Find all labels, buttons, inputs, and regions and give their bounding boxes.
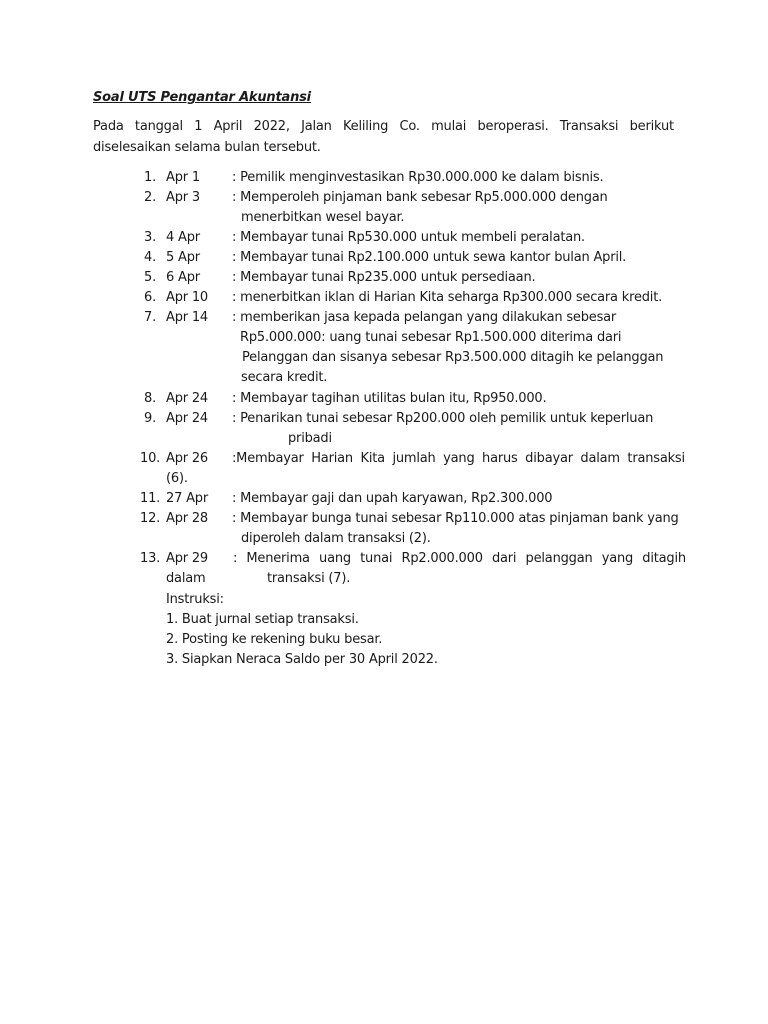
transaction-13-word: Menerima xyxy=(246,551,310,566)
transaction-number-5: 5. xyxy=(144,270,157,285)
transaction-number-9: 9. xyxy=(144,411,157,426)
transaction-text-7: : memberikan jasa kepada pelangan yang dilakukan sebesar xyxy=(232,310,617,325)
intro-word: Transaksi xyxy=(559,119,619,134)
intro-word: beroperasi. xyxy=(477,119,549,134)
intro-word: 2022, xyxy=(253,119,290,134)
transaction-13-word: uang xyxy=(319,551,351,566)
transaction-number-2: 2. xyxy=(144,190,157,205)
transaction-date-10: Apr 26 xyxy=(166,451,208,466)
transaction-continuation-13-b: transaksi (7). xyxy=(267,571,351,586)
transaction-number-11: 11. xyxy=(140,491,161,506)
transaction-13-word: yang xyxy=(601,551,634,566)
transaction-text-9: : Penarikan tunai sebesar Rp200.000 oleh pemilik untuk keperluan xyxy=(232,411,654,426)
transaction-10-word: Kita xyxy=(360,451,385,466)
intro-word: Keliling xyxy=(342,119,389,134)
transaction-date-6: Apr 10 xyxy=(166,290,208,305)
transaction-10-word: transaksi xyxy=(627,451,685,466)
transaction-continuation-12: diperoleh dalam transaksi (2). xyxy=(241,531,431,546)
transaction-continuation-7-b: Pelanggan dan sisanya sebesar Rp3.500.000 ditagih ke pelanggan xyxy=(242,350,664,365)
intro-word: Jalan xyxy=(301,119,332,134)
transaction-text-4: : Membayar tunai Rp2.100.000 untuk sewa kantor bulan April. xyxy=(232,250,627,265)
transaction-date-8: Apr 24 xyxy=(166,391,208,406)
intro-word: April xyxy=(213,119,243,134)
instruction-item-1: 1. Buat jurnal setiap transaksi. xyxy=(166,612,359,627)
transaction-13-word: ditagih xyxy=(642,551,686,566)
transaction-10-word: harus xyxy=(482,451,518,466)
transaction-continuation-2: menerbitkan wesel bayar. xyxy=(241,210,405,225)
transaction-number-10: 10. xyxy=(140,451,161,466)
intro-word: Pada xyxy=(93,119,124,134)
transaction-10-word: jumlah xyxy=(392,451,436,466)
transaction-number-7: 7. xyxy=(144,310,157,325)
transaction-text-3: : Membayar tunai Rp530.000 untuk membeli peralatan. xyxy=(232,230,585,245)
instruction-item-3: 3. Siapkan Neraca Saldo per 30 April 2022. xyxy=(166,652,438,667)
intro-word: tanggal xyxy=(134,119,183,134)
transaction-13-word: pelanggan xyxy=(525,551,593,566)
transaction-number-13: 13. xyxy=(140,551,161,566)
transaction-13-word: tunai xyxy=(360,551,393,566)
transaction-text-12: : Membayar bunga tunai sebesar Rp110.000 atas pinjaman bank yang xyxy=(232,511,679,526)
transaction-10-word: Harian xyxy=(311,451,353,466)
document-title: Soal UTS Pengantar Akuntansi xyxy=(93,90,311,105)
transaction-10-word: dibayar xyxy=(525,451,573,466)
transaction-10-word: :Membayar xyxy=(232,451,304,466)
transaction-text-11: : Membayar gaji dan upah karyawan, Rp2.300.000 xyxy=(232,491,553,506)
transaction-text-1: : Pemilik menginvestasikan Rp30.000.000 ke dalam bisnis. xyxy=(232,170,604,185)
transaction-number-1: 1. xyxy=(144,170,157,185)
intro-word: berikut xyxy=(629,119,674,134)
transaction-13-word: dari xyxy=(491,551,517,566)
intro-word: 1 xyxy=(194,119,203,134)
transaction-date-1: Apr 1 xyxy=(166,170,200,185)
transaction-number-8: 8. xyxy=(144,391,157,406)
transaction-10-word: yang xyxy=(443,451,475,466)
transaction-13-word: Rp2.000.000 xyxy=(401,551,483,566)
transaction-number-6: 6. xyxy=(144,290,157,305)
transaction-continuation-7-c: secara kredit. xyxy=(241,370,328,385)
transaction-continuation-10: (6). xyxy=(166,471,188,486)
transaction-text-10 xyxy=(232,451,685,467)
transaction-text-2: : Memperoleh pinjaman bank sebesar Rp5.000.000 dengan xyxy=(232,190,608,205)
intro-word: mulai xyxy=(431,119,467,134)
transaction-date-3: 4 Apr xyxy=(166,230,200,245)
intro-word: Co. xyxy=(399,119,420,134)
transaction-13-word: : xyxy=(233,551,238,566)
transaction-date-9: Apr 24 xyxy=(166,411,208,426)
transaction-date-13: Apr 29 xyxy=(166,551,208,566)
instructions-heading: Instruksi: xyxy=(166,592,224,607)
transaction-text-13 xyxy=(233,551,686,567)
transaction-number-3: 3. xyxy=(144,230,157,245)
transaction-date-5: 6 Apr xyxy=(166,270,200,285)
transaction-continuation-13-a: dalam xyxy=(166,571,206,586)
instruction-item-2: 2. Posting ke rekening buku besar. xyxy=(166,632,383,647)
transaction-number-12: 12. xyxy=(140,511,161,526)
transaction-text-5: : Membayar tunai Rp235.000 untuk persediaan. xyxy=(232,270,536,285)
transaction-date-4: 5 Apr xyxy=(166,250,200,265)
transaction-continuation-7-a: Rp5.000.000: uang tunai sebesar Rp1.500.000 diterima dari xyxy=(240,330,622,345)
intro-paragraph-line-1 xyxy=(93,119,674,135)
transaction-date-12: Apr 28 xyxy=(166,511,208,526)
transaction-date-2: Apr 3 xyxy=(166,190,200,205)
transaction-date-11: 27 Apr xyxy=(166,491,208,506)
transaction-text-6: : menerbitkan iklan di Harian Kita seharga Rp300.000 secara kredit. xyxy=(232,290,663,305)
transaction-text-8: : Membayar tagihan utilitas bulan itu, Rp950.000. xyxy=(232,391,547,406)
transaction-date-7: Apr 14 xyxy=(166,310,208,325)
transaction-number-4: 4. xyxy=(144,250,157,265)
transaction-10-word: dalam xyxy=(580,451,620,466)
transaction-continuation-9: pribadi xyxy=(288,431,332,446)
intro-paragraph-line-2: diselesaikan selama bulan tersebut. xyxy=(93,140,321,155)
